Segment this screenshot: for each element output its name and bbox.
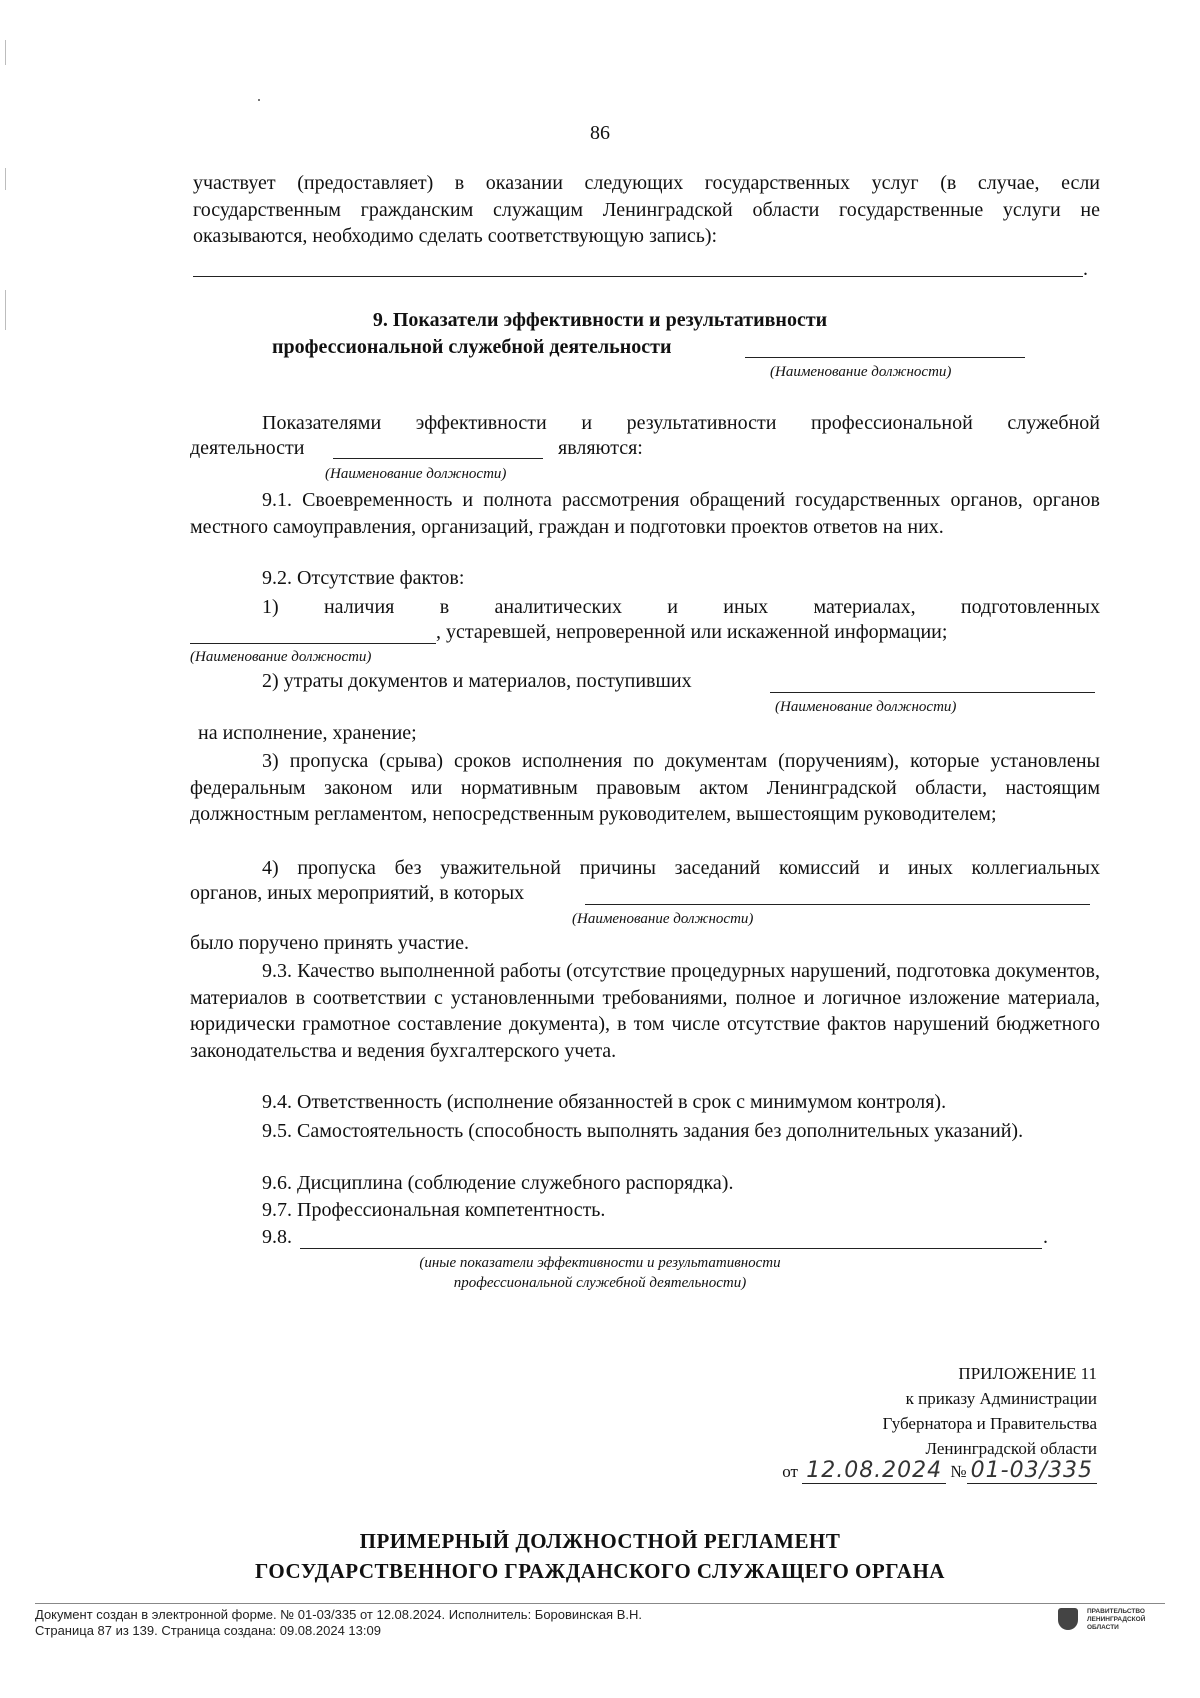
footer-divider [35,1603,1165,1604]
indicators-word: деятельности [190,437,305,459]
logo-text-line2: ЛЕНИНГРАДСКОЙ [1087,1616,1146,1623]
from-label: от [782,1462,798,1481]
item-9-2-4: 4) пропуска без уважительной причины заседаний комиссий и иных коллегиальных [262,857,1100,879]
footer-line1: Документ создан в электронной форме. № 01-03/335 от 12.08.2024. Исполнитель: Боровинская В.Н. [35,1607,642,1622]
logo-text-line3: ОБЛАСТИ [1087,1624,1119,1631]
item-9-2-2: 2) утраты документов и материалов, поступивших [262,670,692,692]
item-9-2-4-cont: органов, иных мероприятий, в которых [190,882,525,904]
position-blank-line [585,904,1090,905]
other-indicators-blank-line [300,1248,1042,1249]
services-blank-line [193,276,1083,277]
item-9-8: 9.8. [262,1226,292,1248]
government-logo-text [1087,1608,1145,1632]
document-title: ПРИМЕРНЫЙ ДОЛЖНОСТНОЙ РЕГЛАМЕНТ [359,1529,841,1553]
position-hint: (Наименование должности) [325,466,507,482]
appendix-order: к приказу Администрации [905,1389,1097,1408]
services-line-end: . [1083,258,1088,280]
indicators-end: являются: [558,437,643,459]
other-indicators-hint: (иные показатели эффективности и результативности [419,1255,781,1271]
position-hint: (Наименование должности) [190,649,372,665]
item-9-6: 9.6. Дисциплина (соблюдение служебного распорядка). [262,1172,734,1194]
item-9-2-1-cont: , устаревшей, непроверенной или искаженной информации; [436,621,948,643]
position-blank-line [745,357,1025,358]
logo-text-line1: ПРАВИТЕЛЬСТВО [1087,1608,1145,1615]
order-number: 01-03/335 [967,1458,1097,1484]
page-number: 86 [590,122,610,144]
position-blank-line [190,643,436,644]
item-9-4: 9.4. Ответственность (исполнение обязанностей в срок с минимумом контроля). [262,1091,947,1113]
position-blank-line [333,458,543,459]
section-heading: 9. Показатели эффективности и результативности [372,309,828,331]
item-9-5: 9.5. Самостоятельность (способность выполнять задания без дополнительных указаний). [262,1120,1024,1142]
other-indicators-hint-line2: профессиональной служебной деятельности) [453,1275,747,1291]
position-hint: (Наименование должности) [770,364,952,380]
scan-edge-mark [5,168,6,190]
appendix-label: ПРИЛОЖЕНИЕ 11 [958,1364,1097,1383]
item-9-1: 9.1. Своевременность и полнота рассмотрения обращений государственных органов, органов местного самоуправления, организаций, граждан и подготовки проектов ответов на них. [190,489,1100,538]
number-label: № [950,1462,967,1481]
appendix-date-number [782,1458,1097,1484]
item-9-7: 9.7. Профессиональная компетентность. [262,1199,606,1221]
footer-line2: Страница 87 из 139. Страница создана: 09.08.2024 13:09 [35,1623,381,1638]
other-indicators-end: . [1043,1226,1048,1248]
item-9-2-1: 1) наличия в аналитических и иных материалах, подготовленных [262,596,1100,618]
intro-paragraph: участвует (предоставляет) в оказании следующих государственных услуг (в случае, если государственным гражданским служащим Ленинградской области государственные услуги не оказываются, необходимо сделать соответствующую запись): [193,172,1100,247]
position-hint: (Наименование должности) [572,911,754,927]
item-9-2-3: 3) пропуска (срыва) сроков исполнения по документам (поручениям), которые установлены федеральным законом или нормативным правовым актом Ленинградской области, настоящим должностным регламентом, непосредственным руководителем, вышестоящим руководителем; [190,750,1100,825]
coat-of-arms-icon [1058,1608,1078,1630]
item-9-2-2-cont: на исполнение, хранение; [198,722,417,744]
section-heading-line2: профессиональной служебной деятельности [272,336,672,358]
indicators-paragraph: Показателями эффективности и результативности профессиональной служебной [262,412,1100,434]
order-date: 12.08.2024 [802,1458,946,1484]
position-hint: (Наименование должности) [775,699,957,715]
item-9-2: 9.2. Отсутствие фактов: [262,567,465,589]
footer [35,1607,642,1639]
item-9-2-4-end: было поручено принять участие. [190,932,469,954]
scan-edge-mark [5,40,6,65]
position-blank-line [770,692,1095,693]
document-title-line2: ГОСУДАРСТВЕННОГО ГРАЖДАНСКОГО СЛУЖАЩЕГО ОРГАНА [255,1559,945,1583]
appendix-authority: Губернатора и Правительства [882,1414,1097,1433]
item-9-3: 9.3. Качество выполненной работы (отсутствие процедурных нарушений, подготовка документов, материалов в соответствии с установленными требованиями, полное и логичное изложение материала, юридически грамотное составление документа), в том числе отсутствие фактов нарушений бюджетного законодательства и ведения бухгалтерского учета. [190,960,1100,1062]
scan-speck [258,99,260,101]
appendix-region: Ленинградской области [925,1439,1097,1458]
